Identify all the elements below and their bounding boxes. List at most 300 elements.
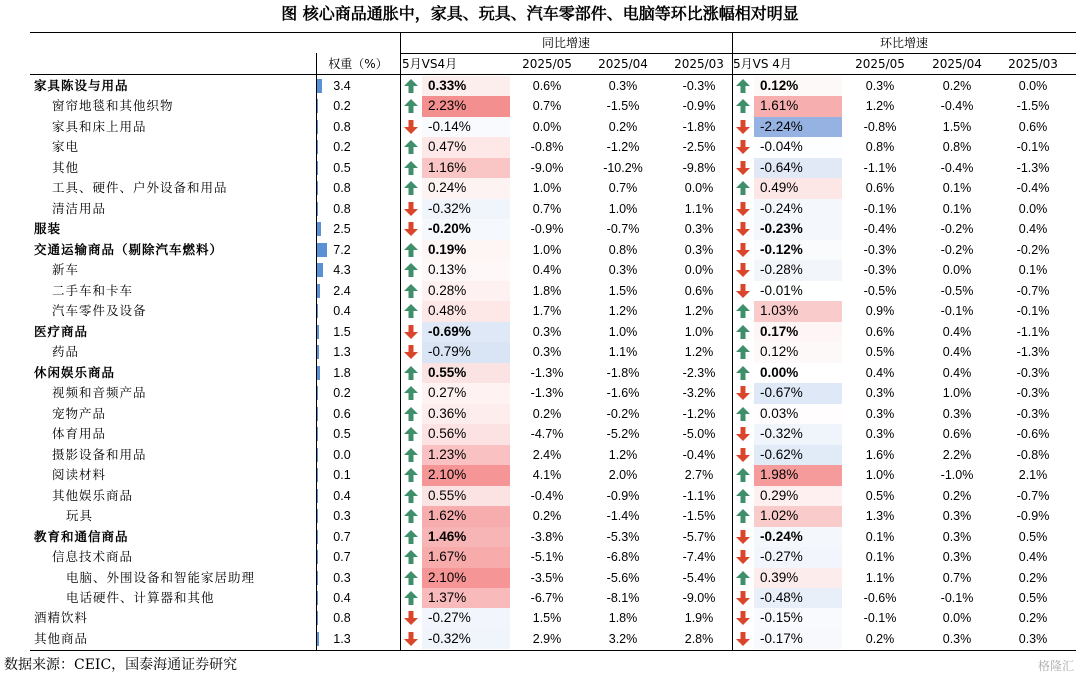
mom-value: -0.6% xyxy=(1016,427,1050,442)
yoy-value: -1.5% xyxy=(682,509,716,524)
yoy-value: 0.2% xyxy=(608,119,638,134)
row-label: 医疗商品 xyxy=(34,323,89,339)
yoy-value: 1.2% xyxy=(684,304,714,319)
table-row xyxy=(30,199,1076,219)
up-arrow-icon xyxy=(403,426,419,442)
table-row xyxy=(30,547,1076,567)
weight-value: 0.4 xyxy=(333,304,351,319)
yoy-value: -5.0% xyxy=(682,427,716,442)
mom-value: -0.8% xyxy=(1016,447,1050,462)
mom-value: 0.0% xyxy=(942,611,972,626)
yoy-col-header-diff: 5月VS4月 xyxy=(402,57,458,71)
mom-value: 0.1% xyxy=(942,201,972,216)
yoy-diff-value: -0.32% xyxy=(428,200,471,216)
row-label: 工具、硬件、户外设备和用品 xyxy=(52,180,228,196)
mom-diff-value: -0.32% xyxy=(760,426,803,442)
table-row xyxy=(30,158,1076,178)
weight-value: 1.8 xyxy=(333,365,351,380)
mom-value: 0.3% xyxy=(865,427,895,442)
yoy-value: 1.9% xyxy=(684,611,714,626)
up-arrow-icon xyxy=(403,406,419,422)
yoy-value: 2.0% xyxy=(608,468,638,483)
yoy-value: -5.1% xyxy=(530,550,564,565)
row-label: 新车 xyxy=(52,262,80,278)
mom-diff-value: -2.24% xyxy=(760,118,803,134)
yoy-value: -0.4% xyxy=(682,447,716,462)
weight-value: 0.4 xyxy=(333,488,351,503)
yoy-value: -2.5% xyxy=(682,140,716,155)
yoy-diff-value: 1.23% xyxy=(428,446,467,462)
yoy-value: -10.2% xyxy=(603,160,643,175)
mom-value: -1.5% xyxy=(1016,99,1050,114)
yoy-value: -1.3% xyxy=(530,365,564,380)
yoy-col-header-3: 2025/03 xyxy=(674,57,724,71)
yoy-value: -9.8% xyxy=(682,160,716,175)
yoy-diff-value: 0.33% xyxy=(428,78,467,93)
yoy-diff-value: 1.67% xyxy=(428,549,467,565)
weight-value: 0.8 xyxy=(333,119,351,134)
up-arrow-icon xyxy=(403,262,419,278)
weight-value: 0.6 xyxy=(333,406,351,421)
mom-value: -0.8% xyxy=(863,119,897,134)
yoy-value: -5.2% xyxy=(606,427,640,442)
mom-value: 0.2% xyxy=(942,79,972,93)
yoy-diff-value: 0.24% xyxy=(428,180,467,196)
up-arrow-icon xyxy=(735,508,751,524)
table-row xyxy=(30,117,1076,137)
mom-value: 0.2% xyxy=(942,488,972,503)
yoy-value: 4.1% xyxy=(532,468,562,483)
mom-col-header-1: 2025/05 xyxy=(855,57,905,71)
weight-value: 7.2 xyxy=(333,242,351,257)
mom-diff-value: -0.24% xyxy=(760,528,803,544)
yoy-value: 1.2% xyxy=(608,447,638,462)
yoy-diff-value: 0.56% xyxy=(428,426,467,442)
mom-value: -1.3% xyxy=(1016,160,1050,175)
yoy-group-header: 同比增速 xyxy=(541,36,590,50)
mom-value: -0.1% xyxy=(940,591,974,605)
up-arrow-icon xyxy=(735,406,751,422)
yoy-value: 0.3% xyxy=(684,222,714,237)
yoy-diff-value: 0.28% xyxy=(428,282,467,298)
table-row xyxy=(30,178,1076,198)
row-label: 其他娱乐商品 xyxy=(52,487,134,503)
table-row xyxy=(30,465,1076,485)
yoy-value: -3.5% xyxy=(530,570,564,585)
up-arrow-icon xyxy=(403,508,419,524)
yoy-value: -1.5% xyxy=(606,99,640,114)
mom-value: -0.4% xyxy=(863,222,897,237)
mom-value: 0.4% xyxy=(942,324,972,339)
down-arrow-icon xyxy=(735,242,751,258)
up-arrow-icon xyxy=(735,488,751,504)
yoy-diff-value: 1.46% xyxy=(428,528,467,544)
row-label: 电话硬件、计算器和其他 xyxy=(66,590,215,605)
down-arrow-icon xyxy=(403,221,419,237)
up-arrow-icon xyxy=(735,365,751,381)
mom-value: -0.2% xyxy=(1016,242,1050,257)
table-row xyxy=(30,137,1076,157)
row-label: 窗帘地毯和其他织物 xyxy=(52,98,174,114)
yoy-diff-value: 1.62% xyxy=(428,508,467,524)
yoy-value: 1.5% xyxy=(532,611,562,626)
mom-value: 0.5% xyxy=(1018,529,1048,544)
mom-value: 0.6% xyxy=(865,324,895,339)
mom-value: 0.2% xyxy=(865,631,895,646)
yoy-value: 2.9% xyxy=(532,631,562,646)
down-arrow-icon xyxy=(403,201,419,217)
yoy-diff-value: 0.47% xyxy=(428,139,467,155)
yoy-value: -0.3% xyxy=(682,79,716,93)
table-row xyxy=(30,281,1076,301)
down-arrow-icon xyxy=(735,590,751,606)
mom-value: -0.2% xyxy=(940,242,974,257)
row-label: 交通运输商品（剔除汽车燃料） xyxy=(34,241,224,257)
yoy-value: 1.5% xyxy=(608,283,638,298)
up-arrow-icon xyxy=(403,365,419,381)
yoy-value: -5.3% xyxy=(606,529,640,544)
mom-value: 0.3% xyxy=(942,550,972,565)
yoy-diff-value: 0.55% xyxy=(428,364,467,380)
yoy-value: 0.0% xyxy=(684,181,714,196)
chart-title: 图 核心商品通胀中，家具、玩具、汽车零部件、电脑等环比涨幅相对明显 xyxy=(281,4,799,23)
row-label: 家电 xyxy=(52,139,80,155)
yoy-value: 1.8% xyxy=(532,283,562,298)
mom-value: -0.7% xyxy=(1016,488,1050,503)
mom-value: -0.1% xyxy=(863,611,897,626)
weight-value: 2.4 xyxy=(333,283,351,298)
mom-value: -0.3% xyxy=(1016,365,1050,380)
yoy-value: 1.7% xyxy=(532,304,562,319)
yoy-value: -9.0% xyxy=(530,160,564,175)
yoy-value: -6.7% xyxy=(530,591,564,605)
mom-diff-value: -0.48% xyxy=(760,590,803,605)
yoy-diff-value: -0.79% xyxy=(428,344,471,360)
up-arrow-icon xyxy=(735,303,751,319)
row-label: 清洁用品 xyxy=(52,200,107,216)
weight-value: 0.3 xyxy=(333,570,351,585)
watermark: 格隆汇 xyxy=(1037,659,1074,673)
table-row xyxy=(30,322,1076,342)
mom-diff-value: 0.03% xyxy=(760,405,799,421)
mom-value: 0.6% xyxy=(865,181,895,196)
weight-value: 3.4 xyxy=(333,79,351,93)
mom-diff-value: 1.03% xyxy=(760,303,799,319)
up-arrow-icon xyxy=(735,78,751,94)
mom-group-header: 环比增速 xyxy=(879,36,928,50)
mom-diff-value: -0.28% xyxy=(760,262,803,278)
yoy-value: 0.7% xyxy=(532,99,562,114)
up-arrow-icon xyxy=(403,98,419,114)
header-bottom-rule xyxy=(30,74,1076,75)
yoy-value: 0.3% xyxy=(684,242,714,257)
mom-value: -0.6% xyxy=(863,591,897,605)
yoy-value: 2.4% xyxy=(532,447,562,462)
down-arrow-icon xyxy=(735,221,751,237)
yoy-value: 1.0% xyxy=(608,201,638,216)
mom-value: 0.4% xyxy=(942,365,972,380)
table-row xyxy=(30,588,1076,608)
inflation-table xyxy=(30,32,1076,650)
down-arrow-icon xyxy=(735,426,751,442)
row-label: 宠物产品 xyxy=(52,405,107,421)
mom-diff-value: 0.39% xyxy=(760,569,799,585)
table-row xyxy=(30,486,1076,506)
weight-value: 0.7 xyxy=(333,529,351,544)
row-label: 酒精饮料 xyxy=(34,610,89,626)
mom-value: 0.4% xyxy=(865,365,895,380)
yoy-value: -1.1% xyxy=(682,488,716,503)
mom-value: 0.3% xyxy=(865,386,895,401)
up-arrow-icon xyxy=(403,160,419,176)
mom-value: 0.3% xyxy=(942,529,972,544)
mom-value: -0.3% xyxy=(1016,386,1050,401)
mom-diff-value: -0.23% xyxy=(760,221,803,237)
yoy-value: -0.2% xyxy=(606,406,640,421)
mom-value: 0.0% xyxy=(1018,201,1048,216)
yoy-value: -8.1% xyxy=(606,591,640,605)
weight-value: 0.2 xyxy=(333,99,351,114)
yoy-value: -5.4% xyxy=(682,570,716,585)
row-label: 阅读材料 xyxy=(52,467,107,483)
mom-value: -0.1% xyxy=(863,201,897,216)
yoy-value: -0.7% xyxy=(606,222,640,237)
mom-value: 0.1% xyxy=(865,529,895,544)
yoy-value: -6.8% xyxy=(606,550,640,565)
table-row xyxy=(30,404,1076,424)
weight-value: 0.8 xyxy=(333,201,351,216)
down-arrow-icon xyxy=(735,262,751,278)
mom-value: 2.1% xyxy=(1018,468,1048,483)
yoy-value: 1.1% xyxy=(684,201,714,216)
mom-diff-value: -0.27% xyxy=(760,549,803,565)
weight-value: 1.3 xyxy=(333,631,351,646)
weight-value: 0.4 xyxy=(333,591,351,605)
table-row xyxy=(30,301,1076,321)
down-arrow-icon xyxy=(735,631,751,647)
row-label: 服装 xyxy=(34,221,62,237)
yoy-value: -7.4% xyxy=(682,550,716,565)
mom-value: 0.5% xyxy=(865,345,895,360)
yoy-value: 0.2% xyxy=(532,509,562,524)
yoy-value: 0.6% xyxy=(532,79,562,93)
mom-value: 0.3% xyxy=(942,631,972,646)
yoy-value: -5.7% xyxy=(682,529,716,544)
weight-value: 0.3 xyxy=(333,509,351,524)
mom-value: -0.1% xyxy=(1016,304,1050,319)
mom-value: 0.2% xyxy=(1018,611,1048,626)
row-label: 体育用品 xyxy=(52,426,107,442)
mom-diff-value: -0.12% xyxy=(760,241,803,257)
yoy-value: 0.3% xyxy=(532,345,562,360)
mom-diff-value: -0.64% xyxy=(760,159,803,175)
weight-header: 权重（%） xyxy=(328,57,388,71)
row-label: 摄影设备和用品 xyxy=(52,446,147,462)
mom-diff-value: -0.17% xyxy=(760,630,803,646)
mom-value: 0.4% xyxy=(1018,222,1048,237)
down-arrow-icon xyxy=(403,344,419,360)
up-arrow-icon xyxy=(735,98,751,114)
row-label: 其他 xyxy=(52,159,80,175)
mom-diff-value: 1.98% xyxy=(760,467,799,483)
row-label: 家具陈设与用品 xyxy=(34,78,129,93)
mom-value: -0.3% xyxy=(863,263,897,278)
down-arrow-icon xyxy=(735,139,751,155)
table-row xyxy=(30,527,1076,547)
up-arrow-icon xyxy=(403,467,419,483)
yoy-value: 0.7% xyxy=(608,181,638,196)
yoy-diff-value: 2.23% xyxy=(428,98,467,114)
table-row xyxy=(30,608,1076,628)
yoy-diff-value: 0.13% xyxy=(428,262,467,278)
mom-value: 1.5% xyxy=(942,119,972,134)
up-arrow-icon xyxy=(735,180,751,196)
mom-value: 0.0% xyxy=(942,263,972,278)
mom-value: -1.0% xyxy=(940,468,974,483)
yoy-value: 0.3% xyxy=(608,263,638,278)
row-label: 玩具 xyxy=(66,508,94,524)
row-label: 电脑、外围设备和智能家居助理 xyxy=(66,569,256,585)
mom-value: -0.2% xyxy=(940,222,974,237)
row-label: 家具和床上用品 xyxy=(52,118,147,134)
mom-diff-value: -0.15% xyxy=(760,610,803,626)
mom-value: 0.5% xyxy=(1018,591,1048,605)
weight-value: 0.0 xyxy=(333,447,351,462)
down-arrow-icon xyxy=(735,447,751,463)
yoy-value: 1.0% xyxy=(684,324,714,339)
up-arrow-icon xyxy=(403,303,419,319)
up-arrow-icon xyxy=(403,549,419,565)
table-row xyxy=(30,363,1076,383)
mom-value: 2.2% xyxy=(942,447,972,462)
mom-value: 0.8% xyxy=(865,140,895,155)
mom-value: 1.3% xyxy=(865,509,895,524)
up-arrow-icon xyxy=(403,78,419,94)
yoy-value: 0.0% xyxy=(684,263,714,278)
yoy-value: -0.9% xyxy=(530,222,564,237)
yoy-value: -1.2% xyxy=(606,140,640,155)
row-label: 汽车零件及设备 xyxy=(52,303,147,319)
yoy-diff-value: -0.32% xyxy=(428,630,471,646)
up-arrow-icon xyxy=(403,529,419,545)
yoy-col-header-2: 2025/04 xyxy=(598,57,648,71)
up-arrow-icon xyxy=(403,570,419,586)
yoy-value: -1.3% xyxy=(530,386,564,401)
up-arrow-icon xyxy=(403,242,419,258)
mom-col-header-3: 2025/03 xyxy=(1008,57,1058,71)
yoy-diff-value: -0.27% xyxy=(428,610,471,626)
table-row xyxy=(30,342,1076,362)
weight-value: 0.7 xyxy=(333,550,351,565)
yoy-diff-value: 1.16% xyxy=(428,159,467,175)
mom-value: -0.7% xyxy=(1016,283,1050,298)
table-row xyxy=(30,568,1076,588)
up-arrow-icon xyxy=(403,447,419,463)
table-row xyxy=(30,629,1076,649)
mom-diff-value: -0.62% xyxy=(760,446,803,462)
yoy-diff-value: 2.10% xyxy=(428,569,467,585)
weight-value: 2.5 xyxy=(333,222,351,237)
down-arrow-icon xyxy=(735,283,751,299)
mom-value: 0.6% xyxy=(1018,119,1048,134)
mom-diff-value: 1.61% xyxy=(760,98,799,114)
weight-value: 0.8 xyxy=(333,611,351,626)
mom-value: 0.7% xyxy=(942,570,972,585)
yoy-diff-value: -0.69% xyxy=(428,323,471,339)
mom-diff-value: -0.04% xyxy=(760,139,803,155)
mom-value: 0.3% xyxy=(942,406,972,421)
mom-diff-value: 0.12% xyxy=(760,78,799,93)
yoy-diff-value: 0.19% xyxy=(428,241,467,257)
mom-value: 0.3% xyxy=(865,79,895,93)
mom-value: -0.3% xyxy=(863,242,897,257)
table-bottom-rule xyxy=(30,650,1076,651)
mom-value: 0.3% xyxy=(942,509,972,524)
mom-diff-value: 0.00% xyxy=(760,364,799,380)
table-row xyxy=(30,445,1076,465)
mom-value: 0.9% xyxy=(865,304,895,319)
yoy-value: 0.3% xyxy=(532,324,562,339)
mom-value: 1.2% xyxy=(865,99,895,114)
row-label: 其他商品 xyxy=(34,630,89,646)
yoy-value: -4.7% xyxy=(530,427,564,442)
mom-value: 0.1% xyxy=(1018,263,1048,278)
up-arrow-icon xyxy=(735,324,751,340)
table-top-rule xyxy=(30,32,1076,33)
down-arrow-icon xyxy=(403,631,419,647)
table-row xyxy=(30,219,1076,239)
row-label: 药品 xyxy=(52,344,80,360)
yoy-value: 1.2% xyxy=(684,345,714,360)
mom-value: 0.2% xyxy=(1018,570,1048,585)
weight-value: 0.2 xyxy=(333,386,351,401)
up-arrow-icon xyxy=(403,488,419,504)
mom-diff-value: 0.17% xyxy=(760,323,799,339)
yoy-diff-value: 0.27% xyxy=(428,385,467,401)
up-arrow-icon xyxy=(735,344,751,360)
mom-value: -1.1% xyxy=(863,160,897,175)
mom-value: 0.8% xyxy=(942,140,972,155)
mom-diff-value: -0.67% xyxy=(760,385,803,401)
down-arrow-icon xyxy=(403,119,419,135)
table-row xyxy=(30,240,1076,260)
mom-value: -0.1% xyxy=(940,304,974,319)
yoy-value: 1.8% xyxy=(608,611,638,626)
yoy-value: 0.4% xyxy=(532,263,562,278)
weight-value: 1.5 xyxy=(333,324,351,339)
down-arrow-icon xyxy=(735,529,751,545)
down-arrow-icon xyxy=(403,324,419,340)
yoy-value: -2.3% xyxy=(682,365,716,380)
mom-value: -0.1% xyxy=(1016,140,1050,155)
yoy-value: 1.0% xyxy=(532,242,562,257)
up-arrow-icon xyxy=(735,570,751,586)
yoy-value: -3.8% xyxy=(530,529,564,544)
mom-value: -1.3% xyxy=(1016,345,1050,360)
yoy-diff-value: -0.20% xyxy=(428,221,471,237)
yoy-value: -5.6% xyxy=(606,570,640,585)
mom-diff-value: 0.49% xyxy=(760,180,799,196)
mom-value: 0.6% xyxy=(942,427,972,442)
mom-value: -0.3% xyxy=(1016,406,1050,421)
mom-value: 1.1% xyxy=(865,570,895,585)
row-label: 信息技术商品 xyxy=(52,549,134,565)
down-arrow-icon xyxy=(735,160,751,176)
yoy-value: -0.8% xyxy=(530,140,564,155)
mom-value: 0.1% xyxy=(942,181,972,196)
table-row xyxy=(30,424,1076,444)
mom-value: -0.5% xyxy=(940,283,974,298)
